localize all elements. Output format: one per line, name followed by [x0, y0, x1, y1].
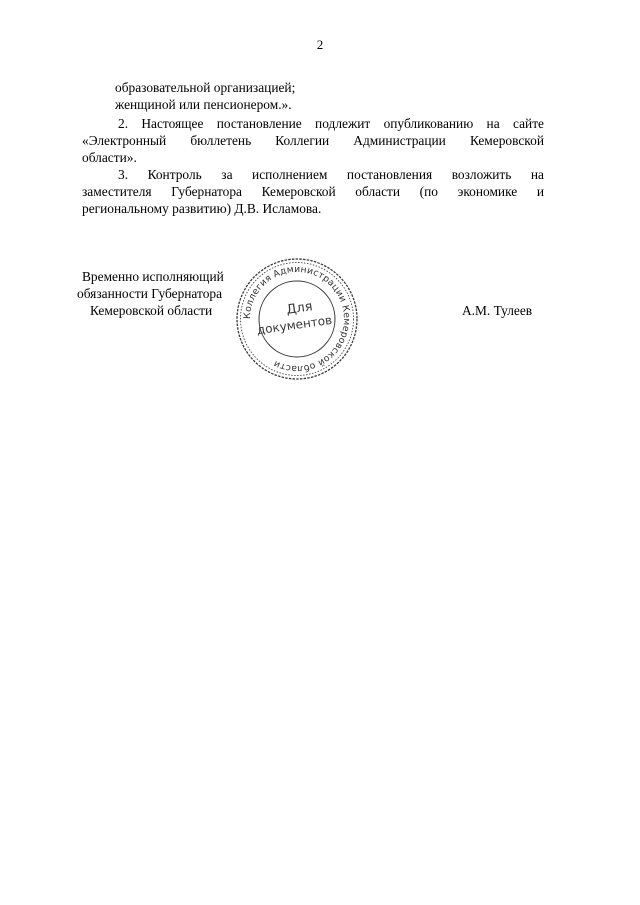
- paragraph-3-line-3: региональному развитию) Д.В. Исламова.: [82, 201, 322, 216]
- official-stamp: [232, 254, 362, 384]
- list-item-organization: образовательной организацией;: [115, 80, 296, 95]
- page-number: 2: [316, 37, 324, 52]
- signer-title-line-1: Временно исполняющий: [82, 269, 224, 284]
- paragraph-2-line-2: «Электронный бюллетень Коллегии Администрации Кемеровской: [82, 133, 544, 148]
- signer-title-line-2: обязанности Губернатора: [77, 286, 223, 301]
- paragraph-2-line-1: 2. Настоящее постановление подлежит опубликованию на сайте: [118, 116, 544, 131]
- signer-name: А.М. Тулеев: [462, 303, 533, 318]
- stamp-center-line-2: документов: [255, 312, 333, 338]
- paragraph-3-line-2: заместителя Губернатора Кемеровской области (по экономике и: [82, 184, 544, 199]
- paragraph-2-line-3: области».: [82, 150, 137, 165]
- list-item-woman-pensioner: женщиной или пенсионером.».: [115, 97, 292, 112]
- stamp-ring-text: Коллегия Администрации Кемеровской области: [241, 263, 353, 375]
- signer-title-line-3: Кемеровской области: [90, 303, 213, 318]
- stamp-center-line-1: Для: [285, 299, 314, 318]
- paragraph-3-line-1: 3. Контроль за исполнением постановления возложить на: [118, 167, 544, 182]
